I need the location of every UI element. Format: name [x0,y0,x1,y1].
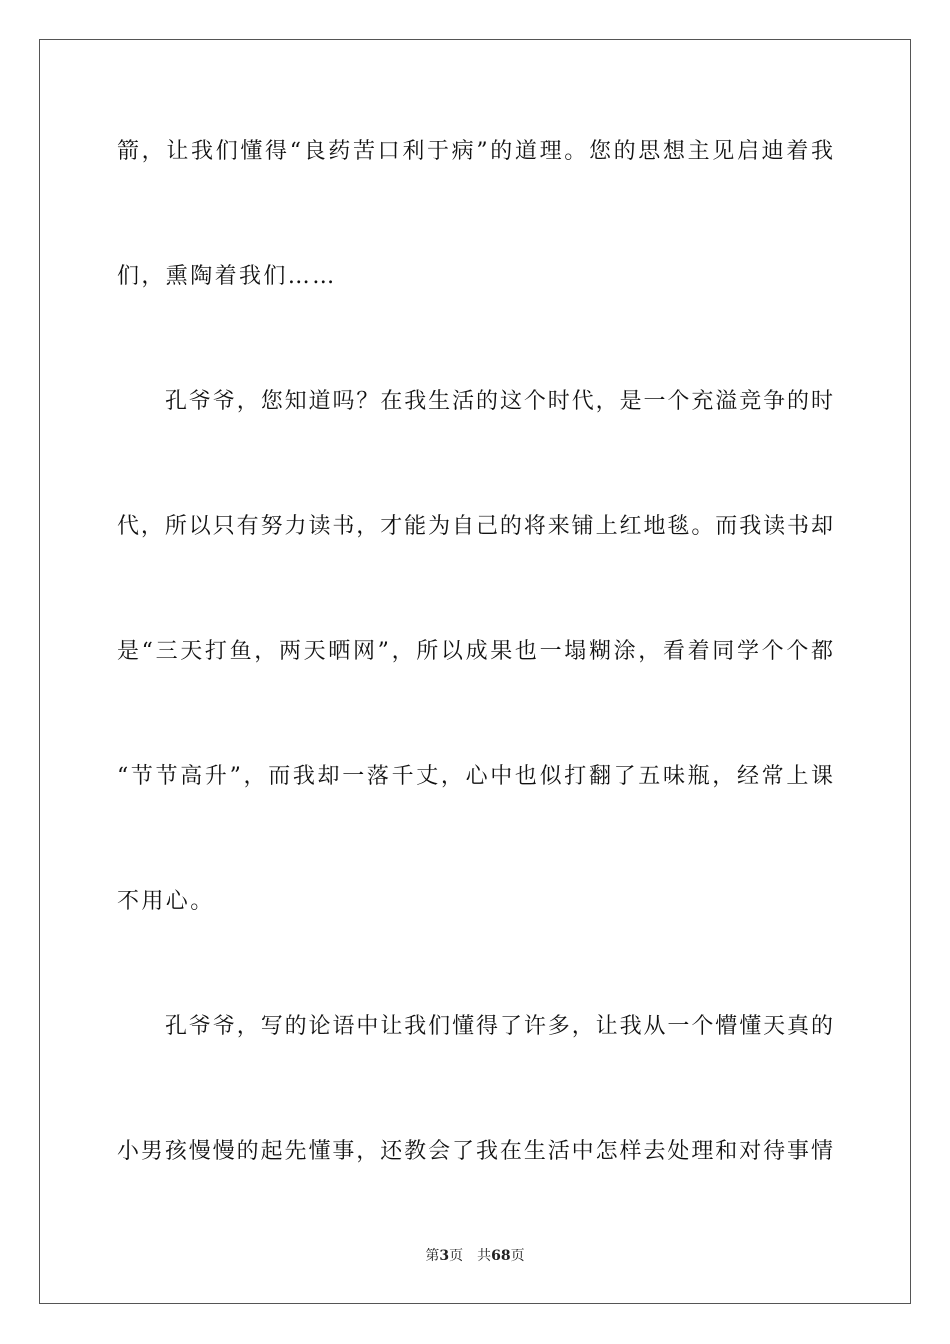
page-border [39,39,911,1304]
footer-page-suffix: 页 [449,1248,464,1264]
body-line-7: 不用心。 [117,889,215,914]
page-footer [0,1246,950,1266]
body-line-2: 们，熏陶着我们…… [117,264,337,289]
body-line-1: 箭，让我们懂得“良药苦口利于病”的道理。您的思想主见启迪着我 [117,139,833,164]
body-line-4: 代，所以只有努力读书，才能为自己的将来铺上红地毯。而我读书却 [117,514,833,539]
footer-total-pages: 68 [491,1248,511,1264]
body-line-9: 小男孩慢慢的起先懂事，还教会了我在生活中怎样去处理和对待事情 [117,1139,833,1164]
body-line-8: 孔爷爷，写的论语中让我们懂得了许多，让我从一个懵懂天真的 [165,1014,833,1039]
footer-total-prefix: 共 [477,1248,492,1264]
footer-page-number: 3 [439,1248,450,1264]
body-line-6: “节节高升”，而我却一落千丈，心中也似打翻了五味瓶，经常上课 [117,764,833,789]
footer-page-prefix: 第 [425,1248,440,1264]
body-line-3: 孔爷爷，您知道吗？在我生活的这个时代，是一个充溢竞争的时 [165,389,833,414]
footer-total-suffix: 页 [510,1248,525,1264]
body-line-5: 是“三天打鱼，两天晒网”，所以成果也一塌糊涂，看着同学个个都 [117,639,833,664]
